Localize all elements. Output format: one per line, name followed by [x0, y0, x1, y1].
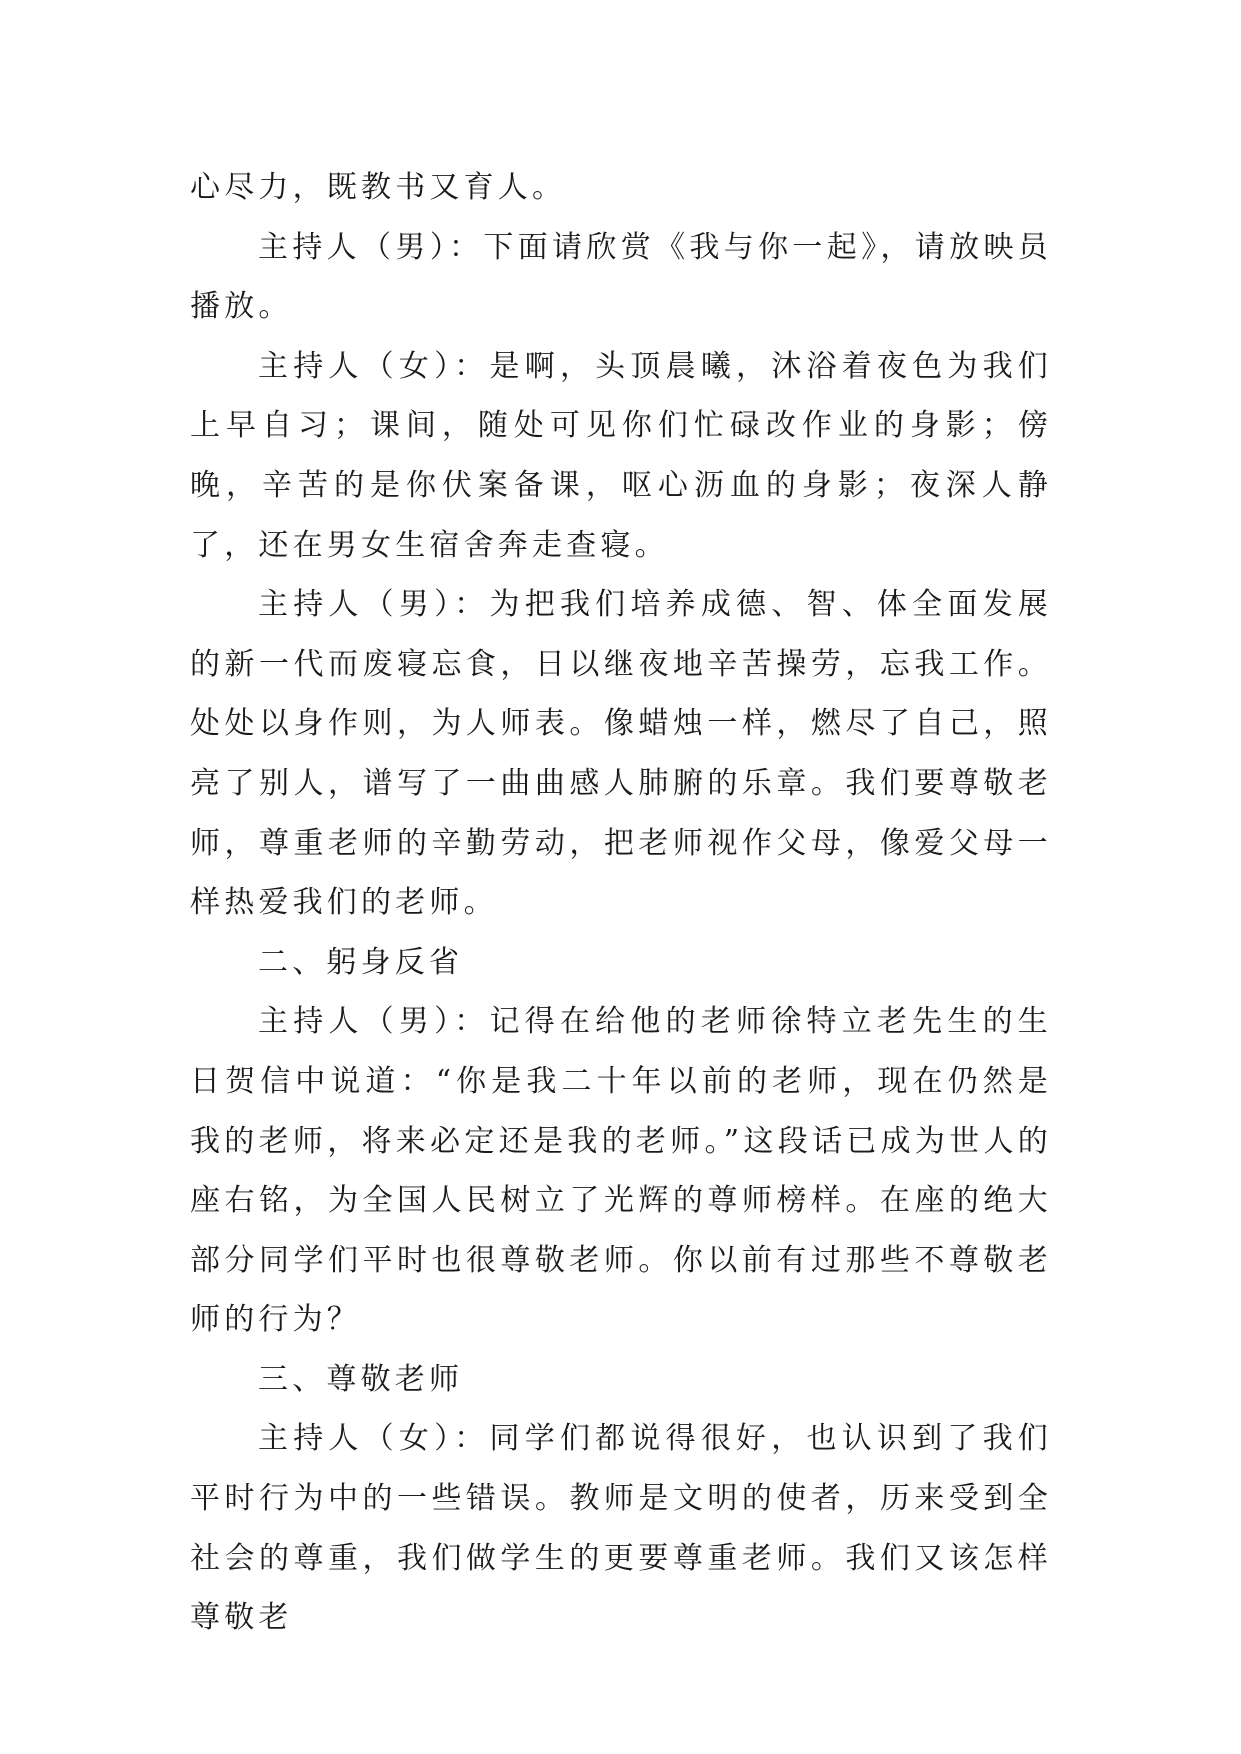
paragraph-host-male-letter: 主持人（男）：记得在给他的老师徐特立老先生的生日贺信中说道：“你是我二十年以前的老师，现在仍然是我的老师，将来必定还是我的老师。”这段话已成为世人的座右铭，为全国人民树立了光辉的尊师榜样。在座的绝大部分同学们平时也很尊敬老师。你以前有过那些不尊敬老师的行为？ — [190, 1004, 1052, 1338]
paragraph-host-male-dedication: 主持人（男）：为把我们培养成德、智、体全面发展的新一代而废寝忘食，日以继夜地辛苦操劳，忘我工作。处处以身作则，为人师表。像蜡烛一样，燃尽了自己，照亮了别人，谱写了一曲曲感人肺腑的乐章。我们要尊敬老师，尊重老师的辛勤劳动，把老师视作父母，像爱父母一样热爱我们的老师。 — [190, 587, 1052, 921]
document-body — [190, 158, 1052, 1648]
section-heading-reflection: 二、躬身反省 — [258, 944, 464, 980]
paragraph-host-female-respect: 主持人（女）：同学们都说得很好，也认识到了我们平时行为中的一些错误。教师是文明的使者，历来受到全社会的尊重，我们做学生的更要尊重老师。我们又该怎样尊敬老 — [190, 1421, 1052, 1636]
paragraph-host-female-daily: 主持人（女）：是啊，头顶晨曦，沐浴着夜色为我们上早自习；课间，随处可见你们忙碌改作业的身影；傍晚，辛苦的是你伏案备课，呕心沥血的身影；夜深人静了，还在男女生宿舍奔走查寝。 — [190, 348, 1052, 563]
section-heading-respect: 三、尊敬老师 — [258, 1361, 464, 1397]
paragraph-host-male-video: 主持人（男）：下面请欣赏《我与你一起》，请放映员播放。 — [190, 229, 1052, 325]
paragraph-continuation: 心尽力，既教书又育人。 — [190, 170, 567, 205]
